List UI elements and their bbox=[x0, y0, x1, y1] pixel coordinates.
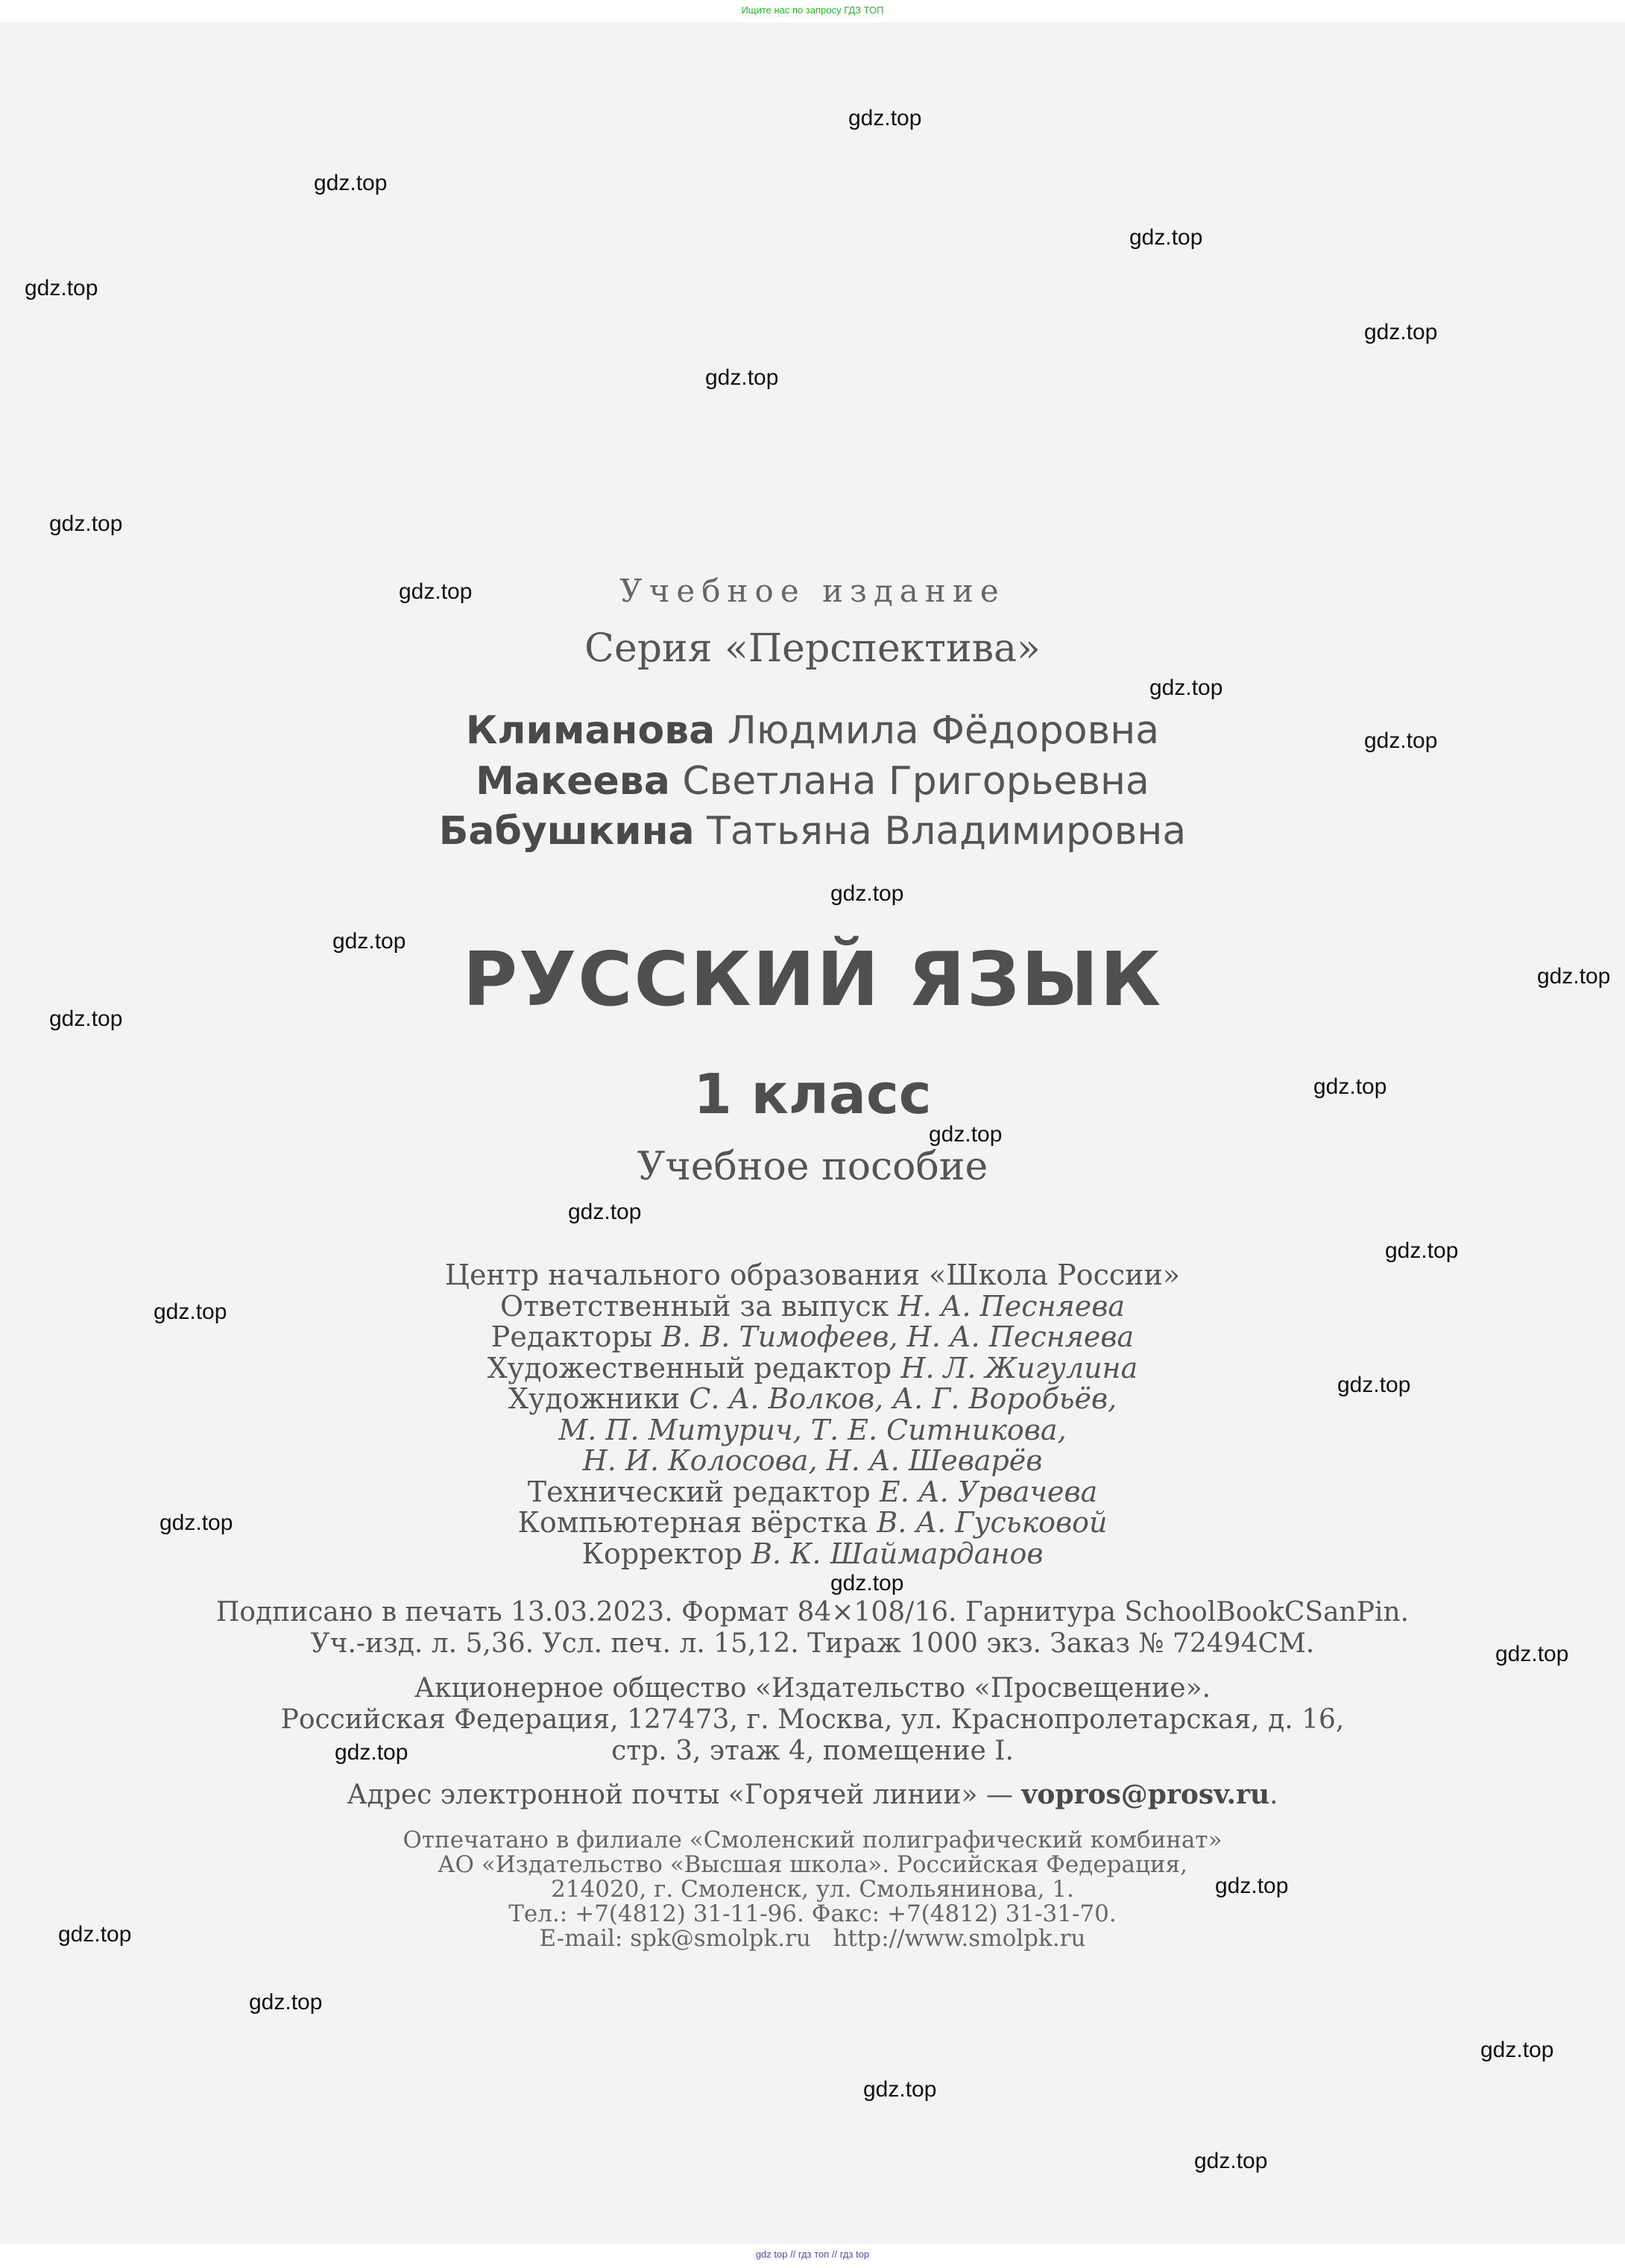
hotline-label: Адрес электронной почты «Горячей линии» — bbox=[347, 1780, 1013, 1810]
watermark: gdz.top bbox=[1129, 225, 1203, 250]
watermark: gdz.top bbox=[1337, 1373, 1411, 1397]
credit-role: Художественный редактор bbox=[487, 1351, 892, 1385]
credit-names: Н. И. Колосова, Н. А. Шеварёв bbox=[582, 1444, 1043, 1477]
printing-plant-line: 214020, г. Смоленск, ул. Смольянинова, 1. bbox=[551, 1876, 1074, 1903]
watermark: gdz.top bbox=[568, 1200, 642, 1224]
watermark: gdz.top bbox=[1364, 728, 1438, 753]
author-surname: Макеева bbox=[476, 759, 670, 804]
credit-role: Технический редактор bbox=[527, 1475, 871, 1508]
watermark: gdz.top bbox=[332, 929, 406, 954]
watermark: gdz.top bbox=[249, 1990, 323, 2015]
printing-plant-line: Тел.: +7(4812) 31-11-96. Факс: +7(4812) 31-31-70. bbox=[508, 1900, 1117, 1927]
printing-plant-line: АО «Издательство «Высшая школа». Российская Федерация, bbox=[437, 1851, 1188, 1878]
watermark: gdz.top bbox=[863, 2077, 937, 2102]
watermark: gdz.top bbox=[1313, 1074, 1387, 1099]
credit-role: Редакторы bbox=[490, 1320, 653, 1353]
hotline-end: . bbox=[1269, 1780, 1278, 1810]
credit-role: Ответственный за выпуск bbox=[499, 1289, 889, 1323]
watermark: gdz.top bbox=[1364, 320, 1438, 344]
edition-kicker: Учебное издание bbox=[619, 573, 1006, 609]
credit-line bbox=[0, 1539, 1625, 1570]
printing-plant-line: E-mail: spk@smolpk.ru http://www.smolpk.ru bbox=[539, 1925, 1086, 1952]
credit-role: Центр начального образования «Школа России» bbox=[444, 1259, 1181, 1291]
credit-line bbox=[0, 1508, 1625, 1539]
credit-names: В. К. Шаймарданов bbox=[751, 1537, 1044, 1570]
credits-block bbox=[0, 1260, 1625, 1569]
author-line bbox=[0, 708, 1625, 753]
watermark: gdz.top bbox=[1495, 1642, 1569, 1666]
watermark: gdz.top bbox=[25, 276, 98, 300]
watermark: gdz.top bbox=[160, 1511, 233, 1535]
hotline-email-link[interactable]: vopros@prosv.ru bbox=[1021, 1779, 1270, 1810]
credit-names: М. П. Митурич, Т. Е. Ситникова, bbox=[558, 1413, 1067, 1446]
credit-names: Н. А. Песняева bbox=[897, 1289, 1126, 1323]
credit-role: Компьютерная вёрстка bbox=[517, 1506, 868, 1539]
watermark: gdz.top bbox=[830, 1571, 904, 1596]
credit-names: Е. А. Урвачева bbox=[879, 1475, 1098, 1508]
watermark: gdz.top bbox=[49, 511, 123, 536]
author-given-names: Людмила Фёдоровна bbox=[727, 708, 1160, 753]
credit-role: Корректор bbox=[581, 1537, 742, 1570]
credit-line bbox=[0, 1477, 1625, 1508]
watermark: gdz.top bbox=[314, 171, 388, 195]
credit-line bbox=[0, 1446, 1625, 1477]
watermark: gdz.top bbox=[929, 1122, 1003, 1147]
credit-line bbox=[0, 1353, 1625, 1385]
printing-plant-line: Отпечатано в филиале «Смоленский полиграфический комбинат» bbox=[403, 1827, 1222, 1853]
top-search-notice: Ищите нас по запросу ГДЗ ТОП bbox=[741, 4, 884, 16]
credit-line bbox=[0, 1291, 1625, 1323]
publication-kind: Учебное пособие bbox=[637, 1144, 988, 1189]
hotline-line bbox=[0, 1779, 1625, 1810]
watermark: gdz.top bbox=[399, 579, 473, 604]
watermark: gdz.top bbox=[49, 1007, 123, 1031]
print-info-line: Подписано в печать 13.03.2023. Формат 84×108/16. Гарнитура SchoolBookCSanPin. bbox=[215, 1597, 1410, 1628]
watermark: gdz.top bbox=[705, 365, 779, 390]
series-title: Серия «Перспектива» bbox=[584, 626, 1041, 671]
credit-names: С. А. Волков, А. Г. Воробьёв, bbox=[689, 1382, 1117, 1415]
credit-line bbox=[0, 1322, 1625, 1353]
author-line bbox=[0, 759, 1625, 804]
watermark: gdz.top bbox=[1194, 2149, 1268, 2173]
print-info-line: Уч.-изд. л. 5,36. Усл. печ. л. 15,12. Тираж 1000 экз. Заказ № 72494СМ. bbox=[310, 1628, 1315, 1659]
watermark: gdz.top bbox=[1537, 964, 1611, 989]
watermark: gdz.top bbox=[335, 1740, 408, 1765]
watermark: gdz.top bbox=[1385, 1238, 1459, 1263]
book-title: РУССКИЙ ЯЗЫК bbox=[462, 936, 1163, 1023]
author-surname: Климанова bbox=[465, 708, 716, 753]
credit-line bbox=[0, 1260, 1625, 1291]
grade-label: 1 класс bbox=[693, 1062, 932, 1127]
credit-names: Н. Л. Жигулина bbox=[900, 1351, 1138, 1385]
watermark: gdz.top bbox=[830, 881, 904, 906]
credit-role: Художники bbox=[508, 1382, 681, 1415]
author-given-names: Татьяна Владимировна bbox=[707, 809, 1187, 854]
credit-line bbox=[0, 1384, 1625, 1415]
watermark: gdz.top bbox=[1480, 2038, 1554, 2062]
author-given-names: Светлана Григорьевна bbox=[682, 759, 1149, 804]
author-line bbox=[0, 809, 1625, 854]
credit-names: В. В. Тимофеев, Н. А. Песняева bbox=[661, 1320, 1135, 1353]
publisher-line: Акционерное общество «Издательство «Просвещение». bbox=[414, 1673, 1211, 1704]
footer-links[interactable]: gdz top // гдз топ // гдз top bbox=[755, 2249, 870, 2260]
watermark: gdz.top bbox=[58, 1922, 132, 1947]
watermark: gdz.top bbox=[154, 1300, 227, 1324]
watermark: gdz.top bbox=[1149, 675, 1223, 700]
watermark: gdz.top bbox=[1215, 1874, 1289, 1898]
credit-line bbox=[0, 1415, 1625, 1446]
watermark: gdz.top bbox=[848, 106, 922, 130]
credit-names: В. А. Гуськовой bbox=[877, 1506, 1108, 1539]
publisher-line: Российская Федерация, 127473, г. Москва, ул. Краснопролетарская, д. 16, bbox=[280, 1704, 1345, 1735]
author-surname: Бабушкина bbox=[438, 809, 695, 854]
publisher-line: стр. 3, этаж 4, помещение I. bbox=[611, 1736, 1014, 1766]
